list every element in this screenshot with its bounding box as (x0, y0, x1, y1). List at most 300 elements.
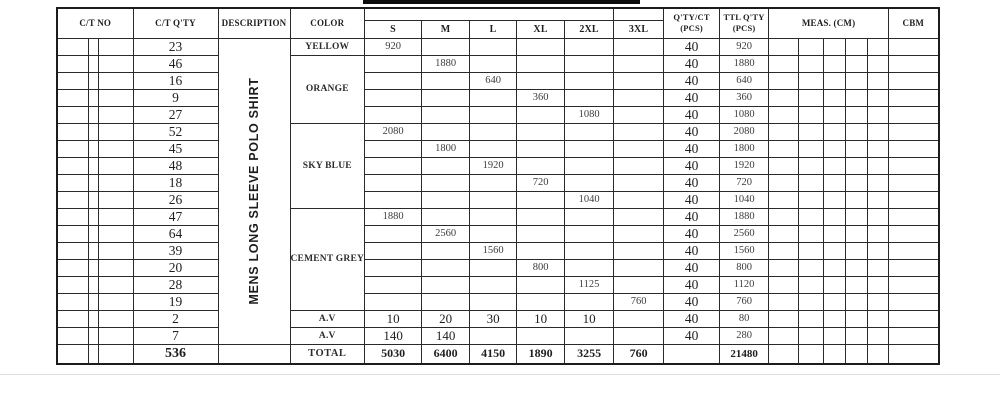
qty-per-ct-cell: 40 (664, 310, 720, 327)
size-value-cell (614, 140, 664, 157)
size-value-cell (422, 276, 470, 293)
size-value-cell (565, 55, 614, 72)
header-ttl-qty (720, 8, 769, 38)
ct-no-subcell (57, 89, 88, 106)
size-value-cell: 140 (422, 327, 470, 344)
size-value-cell (565, 327, 614, 344)
cbm-cell (889, 174, 939, 191)
ct-no-subcell (57, 140, 88, 157)
ct-qty-cell: 52 (133, 123, 218, 140)
header-size-m: M (422, 20, 470, 38)
size-value-cell (614, 38, 664, 55)
ct-no-subcell (88, 55, 98, 72)
meas-cell (846, 191, 868, 208)
size-value-cell (422, 157, 470, 174)
meas-cell (769, 344, 799, 364)
top-black-bar (363, 0, 640, 4)
qty-per-ct-cell: 40 (664, 327, 720, 344)
meas-cell (799, 55, 824, 72)
meas-cell (769, 276, 799, 293)
header-row-1 (57, 8, 939, 20)
size-value-cell (517, 225, 565, 242)
size-value-cell (565, 123, 614, 140)
ct-qty-cell: 27 (133, 106, 218, 123)
size-value-cell (365, 174, 422, 191)
ct-qty-cell: 39 (133, 242, 218, 259)
meas-cell (846, 106, 868, 123)
size-value-cell: 800 (517, 259, 565, 276)
ttl-qty-cell: 720 (720, 174, 769, 191)
size-value-cell: 1080 (565, 106, 614, 123)
cbm-cell (889, 310, 939, 327)
size-value-cell (365, 276, 422, 293)
meas-cell (824, 208, 846, 225)
ct-no-subcell (98, 208, 133, 225)
size-value-cell (614, 123, 664, 140)
meas-cell (824, 276, 846, 293)
ct-no-subcell (88, 174, 98, 191)
table-row (57, 293, 939, 310)
size-value-cell (422, 72, 470, 89)
meas-cell (846, 38, 868, 55)
ttl-qty-cell: 280 (720, 327, 769, 344)
ct-no-subcell (88, 344, 98, 364)
ct-no-subcell (88, 157, 98, 174)
total-size-cell: 3255 (565, 344, 614, 364)
header-size-3xl: 3XL (614, 20, 664, 38)
ct-no-subcell (98, 157, 133, 174)
size-value-cell (614, 72, 664, 89)
size-value-cell (517, 55, 565, 72)
ct-no-subcell (88, 208, 98, 225)
size-value-cell (614, 259, 664, 276)
meas-cell (769, 157, 799, 174)
meas-cell (868, 225, 889, 242)
ct-no-subcell (98, 259, 133, 276)
size-value-cell (470, 174, 517, 191)
size-value-cell (422, 38, 470, 55)
ct-qty-cell: 20 (133, 259, 218, 276)
size-value-cell (614, 157, 664, 174)
total-ct-qty-cell: 536 (133, 344, 218, 364)
meas-cell (846, 140, 868, 157)
size-value-cell (614, 106, 664, 123)
size-value-cell (517, 276, 565, 293)
cbm-cell (889, 157, 939, 174)
size-value-cell (422, 259, 470, 276)
cbm-cell (889, 89, 939, 106)
size-value-cell (565, 242, 614, 259)
ct-no-subcell (98, 191, 133, 208)
size-value-cell (614, 191, 664, 208)
ct-no-subcell (57, 225, 88, 242)
size-value-cell (517, 72, 565, 89)
size-value-cell (614, 276, 664, 293)
qty-per-ct-cell: 40 (664, 123, 720, 140)
table-row (57, 157, 939, 174)
header-qty-per-ct-line1: Q'TY/CT (673, 12, 710, 23)
ct-qty-cell: 9 (133, 89, 218, 106)
size-value-cell (365, 106, 422, 123)
ct-no-subcell (88, 106, 98, 123)
table-row (57, 208, 939, 225)
size-value-cell: 640 (470, 72, 517, 89)
ct-no-subcell (57, 55, 88, 72)
meas-cell (846, 55, 868, 72)
size-value-cell (470, 327, 517, 344)
meas-cell (846, 157, 868, 174)
ct-no-subcell (88, 242, 98, 259)
total-description-cell (218, 344, 290, 364)
ct-no-subcell (88, 89, 98, 106)
meas-cell (769, 89, 799, 106)
meas-cell (824, 293, 846, 310)
total-size-cell: 5030 (365, 344, 422, 364)
size-value-cell (422, 208, 470, 225)
cbm-cell (889, 276, 939, 293)
meas-cell (846, 242, 868, 259)
size-value-cell (517, 123, 565, 140)
meas-cell (769, 259, 799, 276)
meas-cell (868, 242, 889, 259)
table-row (57, 327, 939, 344)
ttl-qty-cell: 1560 (720, 242, 769, 259)
table-row (57, 72, 939, 89)
size-value-cell (470, 55, 517, 72)
size-value-cell (565, 140, 614, 157)
meas-cell (824, 191, 846, 208)
ttl-qty-cell: 1880 (720, 208, 769, 225)
ttl-qty-cell: 2080 (720, 123, 769, 140)
meas-cell (799, 106, 824, 123)
size-value-cell: 10 (565, 310, 614, 327)
header-qty-per-ct (664, 8, 720, 38)
meas-cell (799, 72, 824, 89)
cbm-cell (889, 344, 939, 364)
size-value-cell: 920 (365, 38, 422, 55)
meas-cell (769, 140, 799, 157)
header-ct-no: C/T NO (57, 8, 133, 38)
table-row (57, 276, 939, 293)
ct-no-subcell (98, 55, 133, 72)
size-value-cell: 2560 (422, 225, 470, 242)
size-value-cell (470, 123, 517, 140)
qty-per-ct-cell: 40 (664, 106, 720, 123)
size-value-cell (422, 106, 470, 123)
header-size-strip (365, 8, 614, 20)
size-value-cell (614, 310, 664, 327)
meas-cell (799, 38, 824, 55)
qty-per-ct-cell: 40 (664, 140, 720, 157)
size-value-cell: 1040 (565, 191, 614, 208)
qty-per-ct-cell: 40 (664, 242, 720, 259)
ct-no-subcell (98, 140, 133, 157)
ct-no-subcell (98, 174, 133, 191)
size-value-cell (470, 225, 517, 242)
qty-per-ct-cell: 40 (664, 191, 720, 208)
ct-no-subcell (57, 174, 88, 191)
size-value-cell (365, 140, 422, 157)
table-row (57, 310, 939, 327)
table-row (57, 106, 939, 123)
size-value-cell (422, 242, 470, 259)
meas-cell (799, 242, 824, 259)
meas-cell (868, 327, 889, 344)
meas-cell (824, 89, 846, 106)
ttl-qty-cell: 360 (720, 89, 769, 106)
header-color: COLOR (290, 8, 365, 38)
ct-no-subcell (57, 344, 88, 364)
size-value-cell (565, 174, 614, 191)
meas-cell (824, 140, 846, 157)
header-ct-qty: C/T Q'TY (133, 8, 218, 38)
meas-cell (824, 38, 846, 55)
meas-cell (868, 89, 889, 106)
qty-per-ct-cell: 40 (664, 55, 720, 72)
meas-cell (868, 140, 889, 157)
ct-no-subcell (98, 327, 133, 344)
meas-cell (769, 38, 799, 55)
size-value-cell (614, 89, 664, 106)
ct-qty-cell: 26 (133, 191, 218, 208)
meas-cell (769, 55, 799, 72)
size-value-cell: 1800 (422, 140, 470, 157)
ttl-qty-cell: 1800 (720, 140, 769, 157)
ct-qty-cell: 18 (133, 174, 218, 191)
ct-no-subcell (88, 259, 98, 276)
qty-per-ct-cell: 40 (664, 293, 720, 310)
table-row (57, 174, 939, 191)
table-body (57, 38, 939, 364)
meas-cell (868, 208, 889, 225)
meas-cell (769, 123, 799, 140)
meas-cell (824, 327, 846, 344)
size-value-cell: 140 (365, 327, 422, 344)
meas-cell (799, 89, 824, 106)
meas-cell (799, 174, 824, 191)
total-size-cell: 760 (614, 344, 664, 364)
meas-cell (824, 344, 846, 364)
ct-no-subcell (98, 293, 133, 310)
meas-cell (846, 293, 868, 310)
header-size-strip-3xl (614, 8, 664, 20)
size-value-cell: 1920 (470, 157, 517, 174)
cbm-cell (889, 242, 939, 259)
size-value-cell (470, 191, 517, 208)
size-value-cell: 20 (422, 310, 470, 327)
ct-qty-cell: 45 (133, 140, 218, 157)
size-value-cell (470, 208, 517, 225)
meas-cell (824, 123, 846, 140)
meas-cell (846, 276, 868, 293)
size-value-cell (565, 72, 614, 89)
size-value-cell (365, 225, 422, 242)
meas-cell (846, 310, 868, 327)
size-value-cell: 1880 (422, 55, 470, 72)
cbm-cell (889, 327, 939, 344)
meas-cell (868, 106, 889, 123)
ttl-qty-cell: 1040 (720, 191, 769, 208)
size-value-cell (365, 242, 422, 259)
ct-no-subcell (98, 38, 133, 55)
ttl-qty-cell: 800 (720, 259, 769, 276)
size-value-cell (614, 55, 664, 72)
ct-qty-cell: 46 (133, 55, 218, 72)
meas-cell (799, 225, 824, 242)
size-value-cell (565, 259, 614, 276)
meas-cell (824, 72, 846, 89)
color-cell: ORANGE (290, 55, 365, 123)
meas-cell (868, 293, 889, 310)
size-value-cell (614, 327, 664, 344)
header-size-s: S (365, 20, 422, 38)
size-value-cell (517, 327, 565, 344)
size-value-cell (517, 140, 565, 157)
meas-cell (824, 106, 846, 123)
size-value-cell (517, 38, 565, 55)
cbm-cell (889, 55, 939, 72)
size-value-cell (517, 191, 565, 208)
qty-per-ct-cell: 40 (664, 72, 720, 89)
table-row (57, 38, 939, 55)
size-value-cell (470, 38, 517, 55)
cbm-cell (889, 259, 939, 276)
ct-no-subcell (57, 310, 88, 327)
cbm-cell (889, 191, 939, 208)
table-row (57, 191, 939, 208)
meas-cell (846, 89, 868, 106)
size-value-cell (365, 191, 422, 208)
size-value-cell (614, 208, 664, 225)
ct-no-subcell (98, 225, 133, 242)
ct-no-subcell (88, 310, 98, 327)
size-value-cell (365, 293, 422, 310)
ct-no-subcell (57, 327, 88, 344)
total-size-cell: 4150 (470, 344, 517, 364)
ct-no-subcell (88, 225, 98, 242)
total-label-cell: TOTAL (290, 344, 365, 364)
meas-cell (846, 344, 868, 364)
size-value-cell: 360 (517, 89, 565, 106)
meas-cell (769, 106, 799, 123)
qty-per-ct-cell: 40 (664, 38, 720, 55)
color-cell: YELLOW (290, 38, 365, 55)
total-size-cell: 1890 (517, 344, 565, 364)
size-value-cell: 10 (365, 310, 422, 327)
ct-no-subcell (57, 293, 88, 310)
ct-no-subcell (98, 310, 133, 327)
meas-cell (846, 327, 868, 344)
qty-per-ct-cell: 40 (664, 157, 720, 174)
meas-cell (824, 225, 846, 242)
ct-no-subcell (88, 38, 98, 55)
meas-cell (799, 123, 824, 140)
meas-cell (824, 157, 846, 174)
size-value-cell (517, 157, 565, 174)
size-value-cell (565, 225, 614, 242)
header-qty-per-ct-line2: (PCS) (680, 23, 703, 34)
ct-no-subcell (57, 191, 88, 208)
ttl-qty-cell: 1880 (720, 55, 769, 72)
meas-cell (846, 174, 868, 191)
ct-qty-cell: 7 (133, 327, 218, 344)
meas-cell (868, 38, 889, 55)
ct-no-subcell (57, 259, 88, 276)
meas-cell (824, 310, 846, 327)
size-value-cell (614, 225, 664, 242)
table-row (57, 225, 939, 242)
meas-cell (769, 174, 799, 191)
cbm-cell (889, 123, 939, 140)
meas-cell (799, 293, 824, 310)
meas-cell (824, 259, 846, 276)
color-cell: A.V (290, 310, 365, 327)
color-cell: CEMENT GREY (290, 208, 365, 310)
size-value-cell (565, 38, 614, 55)
meas-cell (769, 242, 799, 259)
ct-qty-cell: 2 (133, 310, 218, 327)
color-cell: SKY BLUE (290, 123, 365, 208)
ct-no-subcell (57, 276, 88, 293)
meas-cell (799, 327, 824, 344)
ct-qty-cell: 19 (133, 293, 218, 310)
meas-cell (868, 259, 889, 276)
header-size-xl: XL (517, 20, 565, 38)
size-value-cell (517, 293, 565, 310)
qty-per-ct-cell: 40 (664, 225, 720, 242)
meas-cell (868, 55, 889, 72)
size-value-cell (422, 293, 470, 310)
size-value-cell: 10 (517, 310, 565, 327)
cbm-cell (889, 106, 939, 123)
size-value-cell (365, 259, 422, 276)
ct-qty-cell: 23 (133, 38, 218, 55)
meas-cell (868, 191, 889, 208)
table-row (57, 259, 939, 276)
ttl-qty-cell: 1120 (720, 276, 769, 293)
size-value-cell: 30 (470, 310, 517, 327)
ct-no-subcell (57, 106, 88, 123)
meas-cell (769, 225, 799, 242)
ttl-qty-cell: 1080 (720, 106, 769, 123)
ttl-qty-cell: 80 (720, 310, 769, 327)
size-value-cell (614, 242, 664, 259)
qty-per-ct-cell: 40 (664, 174, 720, 191)
ct-qty-cell: 47 (133, 208, 218, 225)
meas-cell (868, 72, 889, 89)
size-value-cell (517, 106, 565, 123)
meas-cell (824, 55, 846, 72)
ct-no-subcell (98, 242, 133, 259)
ct-no-subcell (57, 242, 88, 259)
ttl-qty-cell: 640 (720, 72, 769, 89)
meas-cell (846, 123, 868, 140)
meas-cell (868, 310, 889, 327)
meas-cell (799, 259, 824, 276)
cbm-cell (889, 72, 939, 89)
total-qty-per-ct-cell (664, 344, 720, 364)
ct-no-subcell (98, 276, 133, 293)
cbm-cell (889, 140, 939, 157)
ct-no-subcell (88, 327, 98, 344)
header-size-2xl: 2XL (565, 20, 614, 38)
size-value-cell: 1125 (565, 276, 614, 293)
meas-cell (799, 191, 824, 208)
meas-cell (799, 276, 824, 293)
table-row (57, 140, 939, 157)
ct-no-subcell (57, 72, 88, 89)
ct-no-subcell (98, 106, 133, 123)
